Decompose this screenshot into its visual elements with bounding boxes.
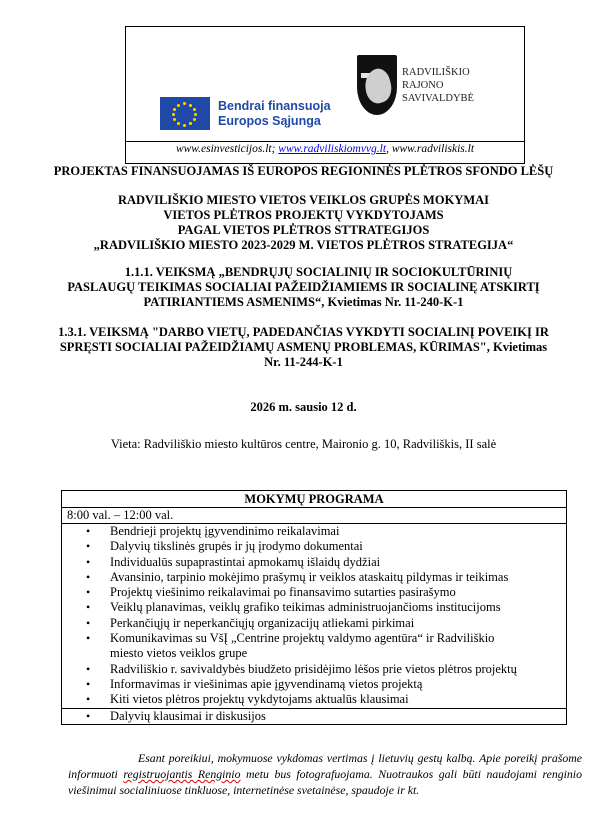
link-separator: , <box>386 143 389 155</box>
training-title <box>0 193 607 253</box>
eu-logo-line1: Bendrai finansuoja <box>218 98 331 113</box>
program-item: • Perkančiųjų ir neperkančiųjų organizacijų atliekami pirkimai <box>110 616 566 631</box>
link-radviliskis: www.radviliskis.lt <box>391 143 475 155</box>
footnote-part1: Esant poreikiui, mokymuose vykdomas vertimas į lietuvių gestų kalbą. Apie poreikį prašome informuoti <box>68 751 582 781</box>
program-title: MOKYMŲ PROGRAMA <box>62 491 566 508</box>
measure-2-line: Nr. 11-244-K-1 <box>264 355 343 369</box>
links-line <box>126 143 524 155</box>
link-esinvesticijos: www.esinvesticijos.lt; <box>175 143 276 155</box>
measure-2-line: 1.3.1. VEIKSMĄ "DARBO VIETŲ, PADEDANČIAS VYKDYTI SOCIALINĮ POVEIKĮ IR <box>58 325 549 339</box>
program-item: • Dalyvių tikslinės grupės ir jų įrodymo dokumentai <box>110 539 566 554</box>
measure-2 <box>0 325 607 370</box>
program-item: • Projektų viešinimo reikalavimai po finansavimo sutarties pasirašymo <box>110 585 566 600</box>
municipality-logo-line1: RADVILIŠKIO <box>402 66 470 78</box>
measure-2-line: SPRĘSTI SOCIALIAI PAŽEIDŽIAMŲ ASMENŲ PROBLEMAS, KŪRIMAS", Kvietimas <box>59 340 548 354</box>
program-final-row <box>62 709 566 724</box>
program-item: • Bendrieji projektų įgyvendinimo reikalavimai <box>110 524 566 539</box>
municipality-logo-line3: SAVIVALDYBĖ <box>402 92 474 104</box>
measure-1-line: PATIRIANTIEMS ASMENIMS“, Kvietimas Nr. 11-240-K-1 <box>143 295 464 309</box>
program-table <box>61 490 567 725</box>
header-box <box>125 26 525 164</box>
eu-flag-icon <box>160 97 210 130</box>
footnote-part2: metu bus fotografuojama. Nuotraukos gali būti naudojami renginio viešinimui socialiniuose tinkluose, internetinėse svetainėse, spaudoje ir kt. <box>68 767 582 797</box>
footnote <box>68 750 582 798</box>
horse-crest-icon <box>357 55 397 115</box>
program-item: • Kiti vietos plėtros projektų vykdytojams aktualūs klausimai <box>110 692 566 707</box>
program-item-final: • Dalyvių klausimai ir diskusijos <box>110 709 566 724</box>
funding-line: PROJEKTAS FINANSUOJAMAS IŠ EUROPOS REGIONINĖS PLĖTROS SFONDO LĖŠŲ <box>53 164 554 178</box>
program-item: • Informavimas ir viešinimas apie įgyvendinamą vietos projektą <box>110 677 566 692</box>
title-line: VIETOS PLĖTROS PROJEKTŲ VYKDYTOJAMS <box>163 208 444 222</box>
measure-1-line: PASLAUGŲ TEIKIMAS SOCIALIAI PAŽEIDŽIAMIEMS IR SOCIALINĘ ATSKIRTĮ <box>67 280 540 294</box>
measure-1 <box>0 265 607 310</box>
eu-cofunded-logo <box>160 97 331 130</box>
program-item: • Komunikavimas su VšĮ „Centrine projektų valdymo agentūra“ ir Radviliškio miesto vietos veiklos grupe <box>110 631 566 662</box>
program-item: • Radviliškio r. savivaldybės biudžeto prisidėjimo lėšos prie vietos plėtros projektų <box>110 662 566 677</box>
title-line: „RADVILIŠKIO MIESTO 2023-2029 M. VIETOS PLĖTROS STRATEGIJA“ <box>93 238 514 252</box>
program-item: • Veiklų planavimas, veiklų grafiko teikimas administruojančioms institucijoms <box>110 600 566 615</box>
logos-area <box>126 27 524 142</box>
municipality-logo-line2: RAJONO <box>402 79 444 91</box>
spelling-error-highlight: registruojantis Renginio <box>123 767 241 781</box>
title-line: PAGAL VIETOS PLĖTROS STTRATEGIJOS <box>177 223 430 237</box>
event-venue: Vieta: Radviliškio miesto kultūros centre, Maironio g. 10, Radviliškis, II salė <box>110 437 497 451</box>
program-item: • Avansinio, tarpinio mokėjimo prašymų ir veiklos ataskaitų pildymas ir teikimas <box>110 570 566 585</box>
event-date: 2026 m. sausio 12 d. <box>250 400 357 414</box>
program-items <box>62 524 566 709</box>
municipality-logo <box>357 55 474 115</box>
title-line: RADVILIŠKIO MIESTO VIETOS VEIKLOS GRUPĖS MOKYMAI <box>117 193 490 207</box>
program-time: 8:00 val. – 12:00 val. <box>62 508 566 524</box>
program-item: • Individualūs supaprastintai apmokamų išlaidų dydžiai <box>110 555 566 570</box>
measure-1-line: 1.1.1. VEIKSMĄ „BENDRŲJŲ SOCIALINIŲ IR SOCIOKULTŪRINIŲ <box>124 265 513 279</box>
eu-logo-line2: Europos Sąjunga <box>218 113 321 128</box>
link-radviliskiomvvg[interactable]: www.radviliskiomvvg.lt <box>278 143 387 155</box>
